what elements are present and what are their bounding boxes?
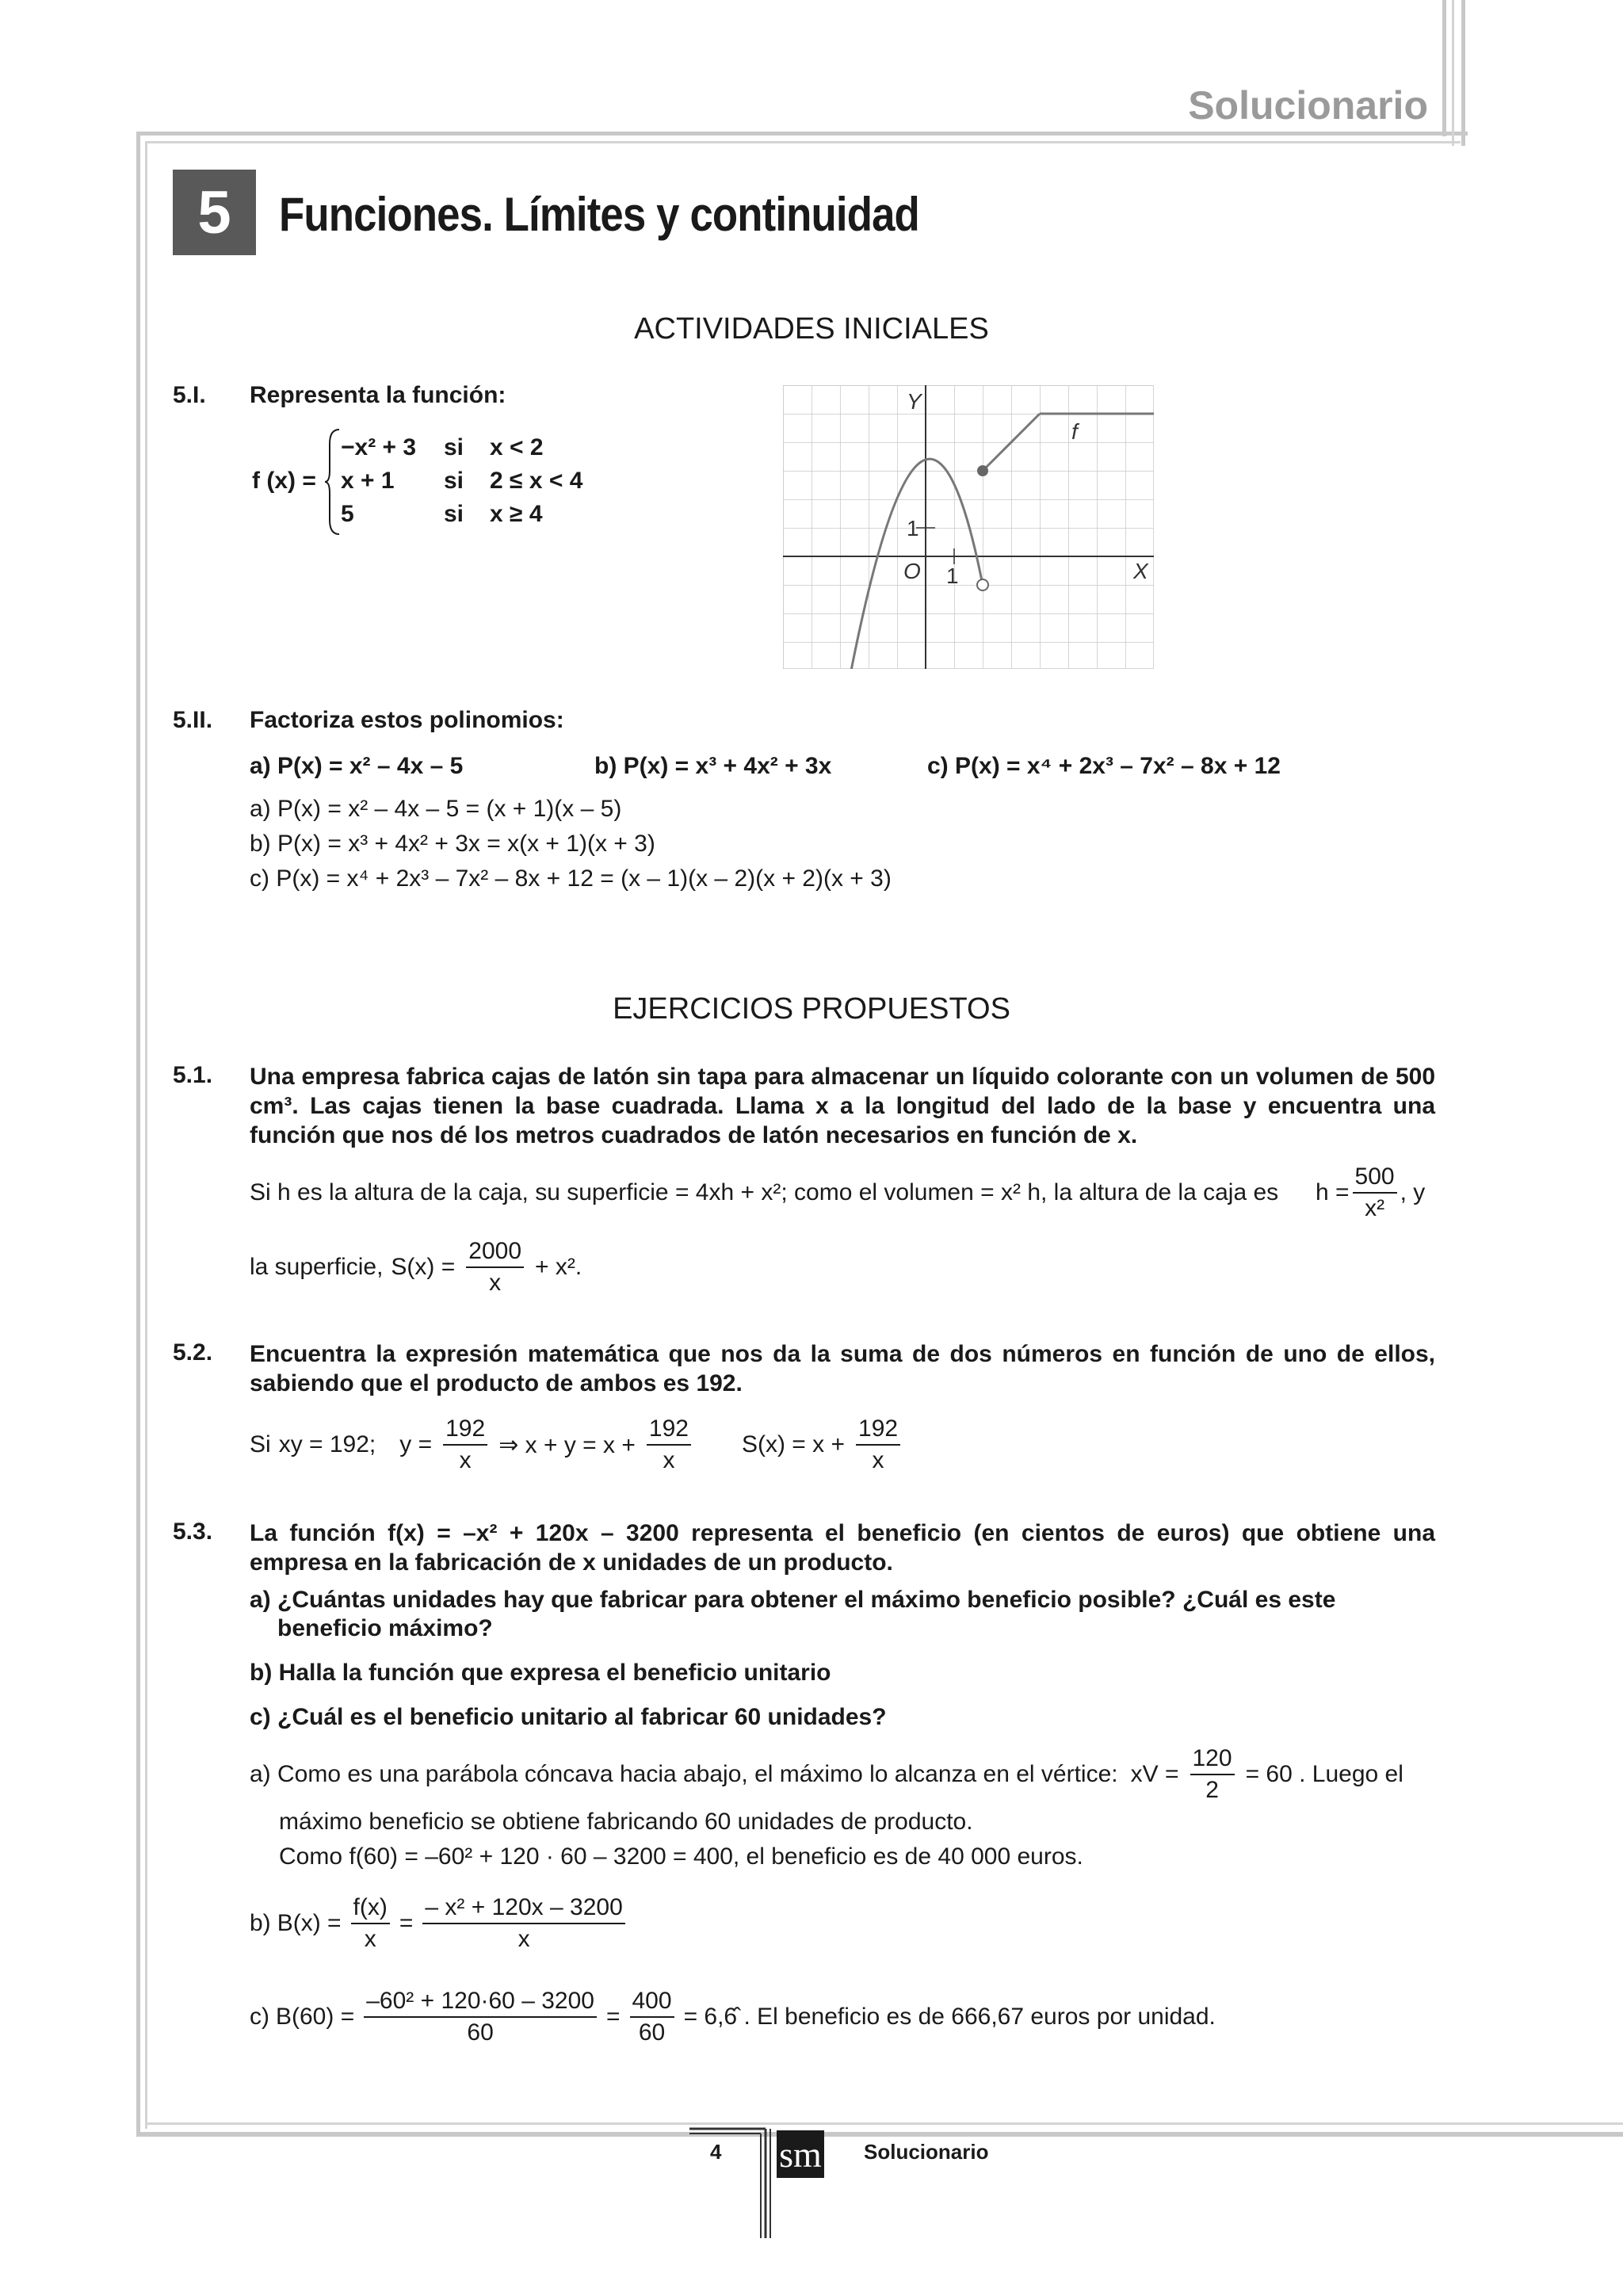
chapter-title: Funciones. Límites y continuidad — [279, 188, 919, 241]
section-proposed: EJERCICIOS PROPUESTOS — [613, 992, 1010, 1026]
footer-label: Solucionario — [864, 2140, 989, 2164]
xv-fraction — [1190, 1744, 1235, 1805]
b60: B(60) = — [276, 2004, 355, 2030]
case-3-cond: x ≥ 4 — [490, 501, 543, 527]
ex-5II-sol-b: b) P(x) = x³ + 4x² + 3x = x(x + 1)(x + 3) — [250, 831, 655, 857]
c-end: = 6,6̂ . El beneficio es de 666,67 euros por unidad. — [683, 2004, 1216, 2030]
frame-top-outer — [136, 132, 1468, 136]
p2: y = — [399, 1431, 433, 1457]
case-2-cond: 2 ≤ x < 4 — [490, 468, 583, 494]
sm-logo: sm — [777, 2130, 824, 2178]
ex-53-qa: a) ¿Cuántas unidades hay que fabricar para obtener el máximo beneficio posible? ¿Cuál es este — [250, 1587, 1336, 1613]
ex-52-number: 5.2. — [173, 1339, 213, 1366]
ex-53-sol-b — [250, 1893, 628, 1954]
case-1-expr: −x² + 3 — [341, 434, 417, 460]
x-axis-label: X — [1133, 559, 1148, 583]
footer-ornament — [689, 2127, 777, 2238]
ex-5I-fx: f (x) = — [252, 468, 316, 494]
frac-sum-num: 192 — [647, 1414, 691, 1446]
header-title: Solucionario — [1188, 83, 1428, 128]
s-end: + x². — [535, 1254, 582, 1280]
bx-den-2: x — [517, 1926, 530, 1952]
frame-left-inner — [145, 141, 147, 2129]
sb: b) — [250, 1910, 271, 1936]
ex-53-sol-a — [250, 1744, 1403, 1805]
open-point — [977, 579, 988, 590]
frame-right-b — [1452, 0, 1454, 146]
xv: xV = — [1130, 1761, 1179, 1787]
chapter-number: 5 — [173, 170, 256, 255]
ex-5II-sol-a: a) P(x) = x² – 4x – 5 = (x + 1)(x – 5) — [250, 796, 622, 822]
p1: xy = 192; — [278, 1431, 376, 1457]
ex-53-qb: b) Halla la función que expresa el beneficio unitario — [250, 1660, 831, 1686]
bx-eq: = — [399, 1910, 414, 1936]
case-3-si: si — [444, 501, 464, 527]
ex-52-statement: Encuentra la expresión matemática que nos da la suma de dos números en función de uno de ellos, sabiendo que el producto de ambos es 192. — [250, 1341, 1435, 1396]
ex-51-statement: Una empresa fabrica cajas de latón sin tapa para almacenar un líquido colorante con un volumen de 500 cm³. Las cajas tienen la base cuadrada. Llama x a la longitud del lado de la base y encuentra una función que nos dé los metros cuadrados de latón necesarios en función de x. — [250, 1064, 1435, 1148]
s-eq: S(x) = — [391, 1254, 456, 1280]
h-end: , y — [1400, 1179, 1426, 1205]
frac-s-num: 192 — [856, 1414, 900, 1446]
ex-5II-a: a) P(x) = x² – 4x – 5 — [250, 753, 464, 779]
ex-53-qa2: beneficio máximo? — [277, 1615, 493, 1641]
sa: a) Como es una parábola cóncava hacia abajo, el máximo lo alcanza en el vértice: — [250, 1761, 1118, 1787]
c-den-2: 60 — [638, 2019, 666, 2046]
ex-53-number: 5.3. — [173, 1519, 213, 1545]
si: Si — [250, 1431, 271, 1457]
ex-51-number: 5.1. — [173, 1062, 213, 1088]
footer-page-number: 4 — [710, 2140, 722, 2164]
frac-y-num: 192 — [443, 1414, 487, 1446]
bx: B(x) = — [277, 1910, 342, 1936]
s-fraction — [466, 1236, 524, 1298]
frame-bottom-inner — [145, 2122, 1623, 2125]
xv-end: = 60 . Luego el — [1245, 1761, 1403, 1787]
h-eq: h = — [1316, 1179, 1350, 1205]
ex-52-solution — [250, 1414, 903, 1476]
c-num-1: –60² + 120·60 – 3200 — [364, 1986, 597, 2018]
frame-left-outer — [136, 132, 140, 2135]
p3: ⇒ x + y = x + — [498, 1431, 636, 1458]
piecewise-brace — [323, 426, 342, 537]
frame-right-a — [1442, 0, 1446, 136]
bx-num-1: f(x) — [351, 1893, 390, 1924]
frame-bottom-outer — [136, 2132, 1623, 2137]
bx-num-2: – x² + 120x – 3200 — [422, 1893, 624, 1924]
ex-5II-c: c) P(x) = x⁴ + 2x³ – 7x² – 8x + 12 — [927, 753, 1281, 779]
case-3-expr: 5 — [341, 501, 354, 527]
sol-2: la superficie, — [250, 1254, 384, 1280]
frac-s-den: x — [872, 1447, 884, 1473]
s-num: 2000 — [466, 1236, 524, 1268]
case-1-si: si — [444, 434, 464, 460]
c-num-2: 400 — [630, 1986, 674, 2018]
ex-53-sa2: máximo beneficio se obtiene fabricando 60 unidades de producto. — [279, 1809, 973, 1835]
sc: c) — [250, 2004, 269, 2030]
ex-5II-b: b) P(x) = x³ + 4x² + 3x — [594, 753, 832, 779]
ex-51-sol-1: Si h es la altura de la caja, su superficie = 4xh + x²; como el volumen = x² h, la altura de la caja es — [250, 1179, 1279, 1205]
bx-fraction-2 — [422, 1893, 624, 1954]
y-axis-label: Y — [907, 389, 922, 414]
ex-5II-number: 5.II. — [173, 707, 213, 733]
frac-sum — [647, 1414, 691, 1476]
frame-top-inner — [145, 141, 1461, 143]
c-eq: = — [605, 2004, 621, 2030]
ex-53-sa3: Como f(60) = –60² + 120 · 60 – 3200 = 400, el beneficio es de 40 000 euros. — [279, 1843, 1083, 1870]
p4: S(x) = x + — [741, 1431, 846, 1457]
c-fraction-2 — [630, 1986, 674, 2048]
function-graph — [783, 385, 1154, 669]
origin-label: O — [903, 559, 921, 583]
c-den-1: 60 — [467, 2019, 494, 2046]
bx-den-1: x — [364, 1926, 376, 1952]
x-one-label: 1 — [946, 563, 959, 588]
frame-right-c — [1461, 0, 1465, 146]
case-2-si: si — [444, 468, 464, 494]
c-fraction-1 — [364, 1986, 597, 2048]
frac-s — [856, 1414, 900, 1476]
s-den: x — [489, 1270, 502, 1296]
ex-53-statement: La función f(x) = –x² + 120x – 3200 representa el beneficio (en cientos de euros) que obtiene una empresa en la fabricación de x unidades de un producto. — [250, 1520, 1435, 1576]
case-1-cond: x < 2 — [490, 434, 544, 460]
closed-point — [977, 465, 988, 476]
ex-51-s-formula — [250, 1236, 582, 1298]
bx-fraction-1 — [351, 1893, 390, 1954]
y-one-label: 1 — [907, 516, 919, 541]
ex-51-h-formula — [1316, 1162, 1425, 1224]
xv-num: 120 — [1190, 1744, 1235, 1775]
xv-den: 2 — [1205, 1777, 1219, 1803]
ex-5II-sol-c: c) P(x) = x⁴ + 2x³ – 7x² – 8x + 12 = (x – 1)(x – 2)(x + 2)(x + 3) — [250, 865, 892, 892]
frac-sum-den: x — [663, 1447, 675, 1473]
frac-y-den: x — [459, 1447, 472, 1473]
frac-y — [443, 1414, 487, 1476]
ex-53-sol-c — [250, 1986, 1216, 2048]
section-initial: ACTIVIDADES INICIALES — [634, 312, 989, 346]
ex-53-qc: c) ¿Cuál es el beneficio unitario al fabricar 60 unidades? — [250, 1704, 887, 1730]
f-label: f — [1071, 419, 1078, 444]
ex-5I-number: 5.I. — [173, 382, 206, 408]
case-2-expr: x + 1 — [341, 468, 395, 494]
h-num: 500 — [1353, 1162, 1397, 1194]
h-fraction — [1353, 1162, 1397, 1224]
h-den: x² — [1365, 1195, 1385, 1221]
ex-5II-statement: Factoriza estos polinomios: — [250, 707, 564, 733]
ex-5I-statement: Representa la función: — [250, 382, 506, 408]
